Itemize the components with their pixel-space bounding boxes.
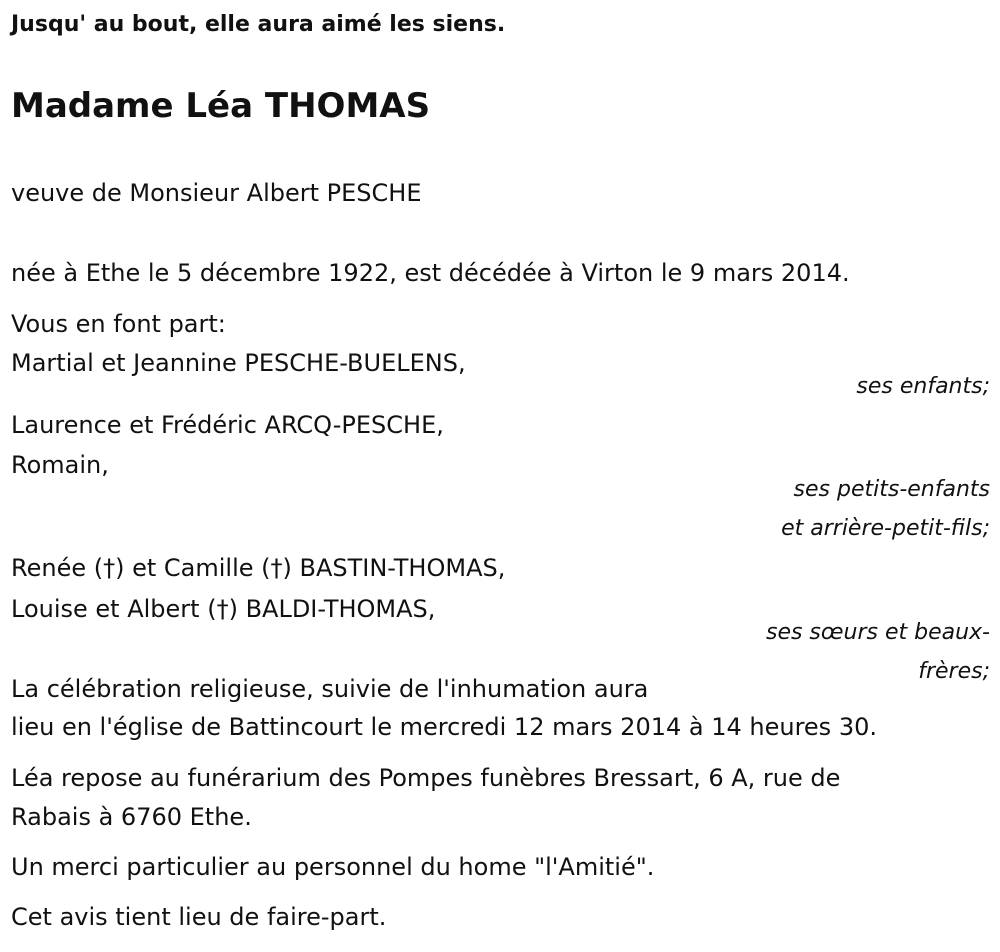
siblings-relation-1: ses sœurs et beaux- xyxy=(765,620,990,645)
siblings-name-1: Renée (†) et Camille (†) BASTIN-THOMAS, xyxy=(11,554,506,582)
epigraph-quote: Jusqu' au bout, elle aura aimé les siens. xyxy=(11,12,506,37)
grandchildren-name-2: Romain, xyxy=(11,451,109,479)
siblings-name-2: Louise et Albert (†) BALDI-THOMAS, xyxy=(11,595,436,623)
widow-of-line: veuve de Monsieur Albert PESCHE xyxy=(11,179,422,207)
thanks-line: Un merci particulier au personnel du home "l'Amitié". xyxy=(11,853,655,881)
grandchildren-name-1: Laurence et Frédéric ARCQ-PESCHE, xyxy=(11,411,444,439)
deceased-name: Madame Léa THOMAS xyxy=(11,86,431,126)
children-relation: ses enfants; xyxy=(856,374,990,399)
rest-place-line-2: Rabais à 6760 Ethe. xyxy=(11,803,252,831)
birth-death-line: née à Ethe le 5 décembre 1922, est décédée à Virton le 9 mars 2014. xyxy=(11,259,850,287)
children-names: Martial et Jeannine PESCHE-BUELENS, xyxy=(11,349,466,377)
ceremony-line-1: La célébration religieuse, suivie de l'inhumation aura xyxy=(11,675,649,703)
closing-line: Cet avis tient lieu de faire-part. xyxy=(11,903,387,931)
siblings-relation-2: frères; xyxy=(918,659,990,684)
announcement-line: Vous en font part: xyxy=(11,310,226,338)
grandchildren-relation-2: et arrière-petit-fils; xyxy=(781,516,990,541)
grandchildren-relation-1: ses petits-enfants xyxy=(793,477,990,502)
ceremony-line-2: lieu en l'église de Battincourt le mercredi 12 mars 2014 à 14 heures 30. xyxy=(11,713,877,741)
rest-place-line-1: Léa repose au funérarium des Pompes funèbres Bressart, 6 A, rue de xyxy=(11,764,841,792)
